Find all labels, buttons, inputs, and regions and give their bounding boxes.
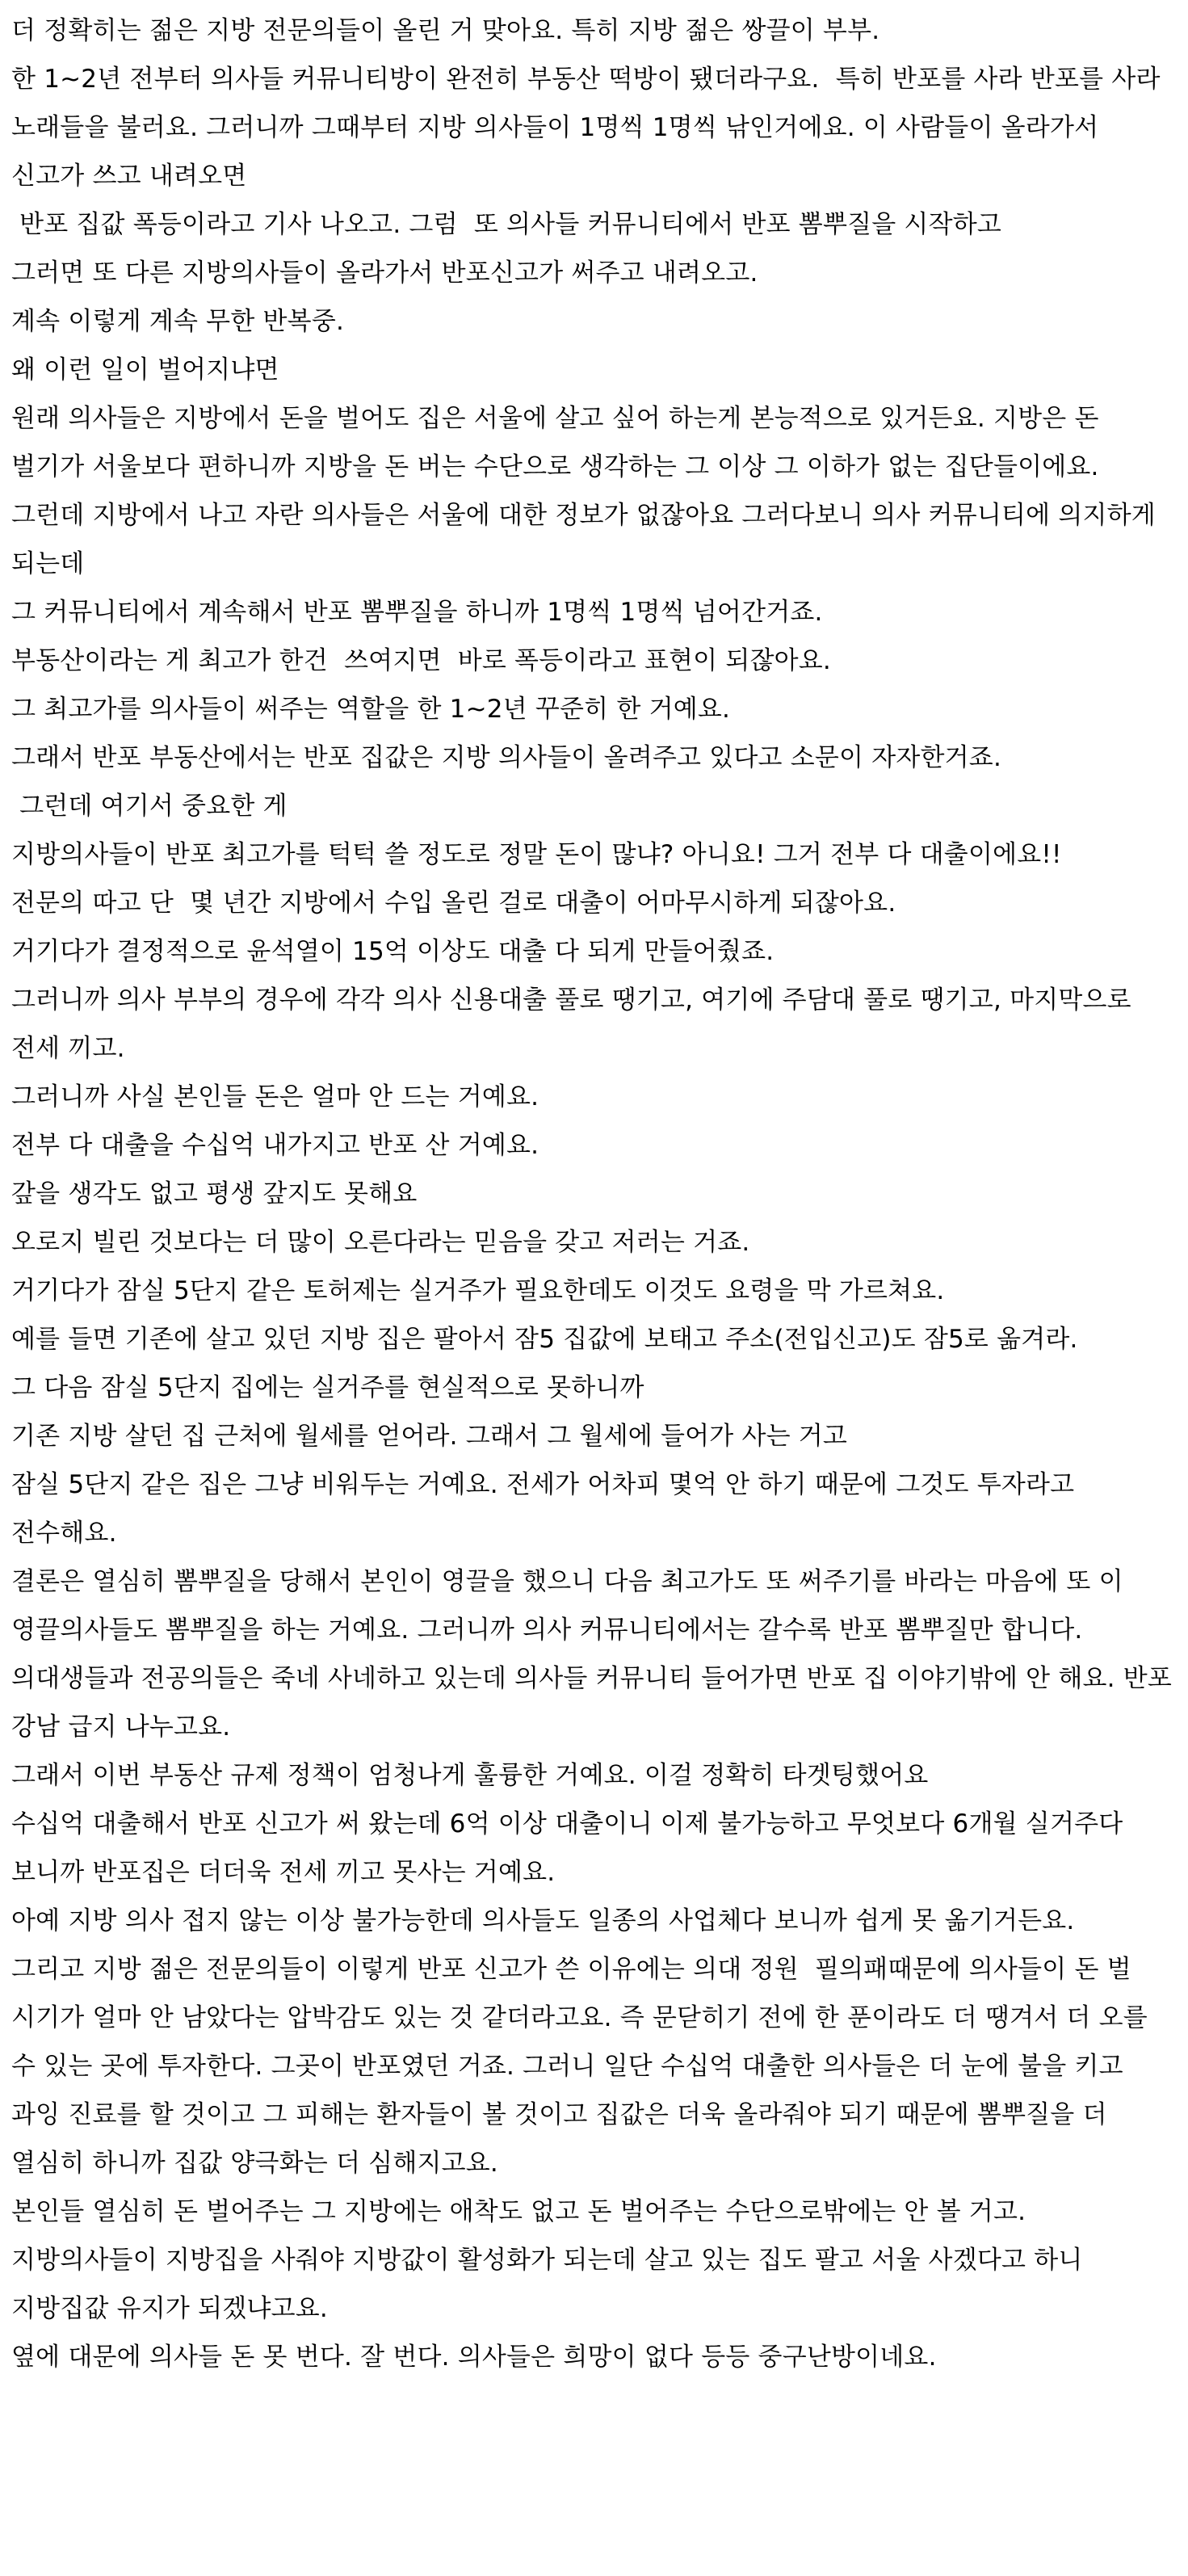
paragraph: 반포 집값 폭등이라고 기사 나오고. 그럼 또 의사들 커뮤니티에서 반포 뽐뿌질을 시작하고 <box>11 210 1002 239</box>
paragraph: 그래서 반포 부동산에서는 반포 집값은 지방 의사들이 올려주고 있다고 소문이 자자한거죠. <box>11 743 1001 772</box>
paragraph: 그 최고가를 의사들이 써주는 역할을 한 1~2년 꾸준히 한 거예요. <box>11 695 731 724</box>
paragraph: 갚을 생각도 없고 평생 갚지도 못해요 <box>11 1179 418 1208</box>
paragraph: 부동산이라는 게 최고가 한건 쓰여지면 바로 폭등이라고 표현이 되잖아요. <box>11 646 831 675</box>
paragraph: 그래서 이번 부동산 규제 정책이 엄청나게 훌륭한 거예요. 이걸 정확히 타겟팅했어요 <box>11 1761 929 1790</box>
paragraph: 그리고 지방 젊은 전문의들이 이렇게 반포 신고가 쓴 이유에는 의대 정원 필의패때문에 의사들이 돈 벌 시기가 얼마 안 남았다는 압박감도 있는 것 같더라고요. 즉 문닫히기 전에 한 푼이라도 더 땡겨서 더 오를 수 있는 곳에 투자한다. 그곳이 반포였던 거죠. 그러니 일단 수십억 대출한 의사들은 더 눈에 불을 키고 과잉 진료를 할 것이고 그 피해는 환자들이 볼 것이고 집값은 더욱 올라줘야 되기 때문에 뽐뿌질을 더 열심히 하니까 집값 양극화는 더 심해지고요. <box>11 1955 1156 2178</box>
paragraph: 그러니까 사실 본인들 돈은 얼마 안 드는 거예요. <box>11 1082 539 1112</box>
paragraph: 거기다가 잠실 5단지 같은 토허제는 실거주가 필요한데도 이것도 요령을 막 가르쳐요. <box>11 1276 945 1305</box>
paragraph: 잠실 5단지 같은 집은 그냥 비워두는 거예요. 전세가 어차피 몇억 안 하기 때문에 그것도 투자라고 전수해요. <box>11 1470 1083 1548</box>
paragraph: 한 1~2년 전부터 의사들 커뮤니티방이 완전히 부동산 떡방이 됐더라구요. 특히 반포를 사라 반포를 사라 노래들을 불러요. 그러니까 그때부터 지방 의사들이 1명씩 1명씩 낚인거에요. 이 사람들이 올라가서 신고가 쓰고 내려오면 <box>11 65 1169 191</box>
paragraph: 전문의 따고 단 몇 년간 지방에서 수입 올린 걸로 대출이 어마무시하게 되잖아요. <box>11 889 896 918</box>
paragraph: 그러면 또 다른 지방의사들이 올라가서 반포신고가 써주고 내려오고. <box>11 258 758 288</box>
paragraph: 원래 의사들은 지방에서 돈을 벌어도 집은 서울에 살고 싶어 하는게 본능적으로 있거든요. 지방은 돈 벌기가 서울보다 편하니까 지방을 돈 버는 수단으로 생각하는 그 이상 그 이하가 없는 집단들이에요. <box>11 404 1107 481</box>
article-body <box>11 6 1181 2381</box>
paragraph: 수십억 대출해서 반포 신고가 써 왔는데 6억 이상 대출이니 이제 불가능하고 무엇보다 6개월 실거주다 보니까 반포집은 더더욱 전세 끼고 못사는 거예요. <box>11 1809 1131 1887</box>
paragraph: 계속 이렇게 계속 무한 반복중. <box>11 307 345 336</box>
paragraph: 본인들 열심히 돈 벌어주는 그 지방에는 애착도 없고 돈 벌어주는 수단으로밖에는 안 볼 거고. <box>11 2197 1026 2226</box>
paragraph: 오로지 빌린 것보다는 더 많이 오른다라는 믿음을 갖고 저러는 거죠. <box>11 1228 750 1257</box>
paragraph: 예를 들면 기존에 살고 있던 지방 집은 팔아서 잠5 집값에 보태고 주소(전입신고)도 잠5로 옮겨라. <box>11 1325 1078 1354</box>
paragraph: 그 커뮤니티에서 계속해서 반포 뽐뿌질을 하니까 1명씩 1명씩 넘어간거죠. <box>11 598 823 627</box>
paragraph: 지방의사들이 지방집을 사줘야 지방값이 활성화가 되는데 살고 있는 집도 팔고 서울 사겠다고 하니 지방집값 유지가 되겠냐고요. <box>11 2246 1091 2323</box>
paragraph: 그런데 지방에서 나고 자란 의사들은 서울에 대한 정보가 없잖아요 그러다보니 의사 커뮤니티에 의지하게 되는데 <box>11 501 1164 578</box>
paragraph: 더 정확히는 젊은 지방 전문의들이 올린 거 맞아요. 특히 지방 젊은 쌍끌이 부부. <box>11 16 880 45</box>
paragraph: 그러니까 의사 부부의 경우에 각각 의사 신용대출 풀로 땡기고, 여기에 주담대 풀로 땡기고, 마지막으로 전세 끼고. <box>11 985 1140 1063</box>
paragraph: 기존 지방 살던 집 근처에 월세를 얻어라. 그래서 그 월세에 들어가 사는 거고 <box>11 1422 848 1451</box>
paragraph: 거기다가 결정적으로 윤석열이 15억 이상도 대출 다 되게 만들어줬죠. <box>11 937 775 966</box>
paragraph: 의대생들과 전공의들은 죽네 사네하고 있는데 의사들 커뮤니티 들어가면 반포 집 이야기밖에 안 해요. 반포 강남 급지 나누고요. <box>11 1664 1181 1742</box>
paragraph: 왜 이런 일이 벌어지냐면 <box>11 355 279 385</box>
paragraph: 아예 지방 의사 접지 않는 이상 불가능한데 의사들도 일종의 사업체다 보니까 쉽게 못 옮기거든요. <box>11 1906 1075 1935</box>
paragraph: 옆에 대문에 의사들 돈 못 번다. 잘 번다. 의사들은 희망이 없다 등등 중구난방이네요. <box>11 2343 937 2372</box>
paragraph: 결론은 열심히 뽐뿌질을 당해서 본인이 영끌을 했으니 다음 최고가도 또 써주기를 바라는 마음에 또 이 영끌의사들도 뽐뿌질을 하는 거예요. 그러니까 의사 커뮤니티에서는 갈수록 반포 뽐뿌질만 합니다. <box>11 1567 1131 1645</box>
paragraph: 지방의사들이 반포 최고가를 턱턱 쓸 정도로 정말 돈이 많냐? 아니요! 그거 전부 다 대출이에요!! <box>11 840 1062 869</box>
paragraph: 전부 다 대출을 수십억 내가지고 반포 산 거예요. <box>11 1131 539 1160</box>
paragraph: 그 다음 잠실 5단지 집에는 실거주를 현실적으로 못하니까 <box>11 1373 644 1402</box>
paragraph: 그런데 여기서 중요한 게 <box>11 792 288 821</box>
